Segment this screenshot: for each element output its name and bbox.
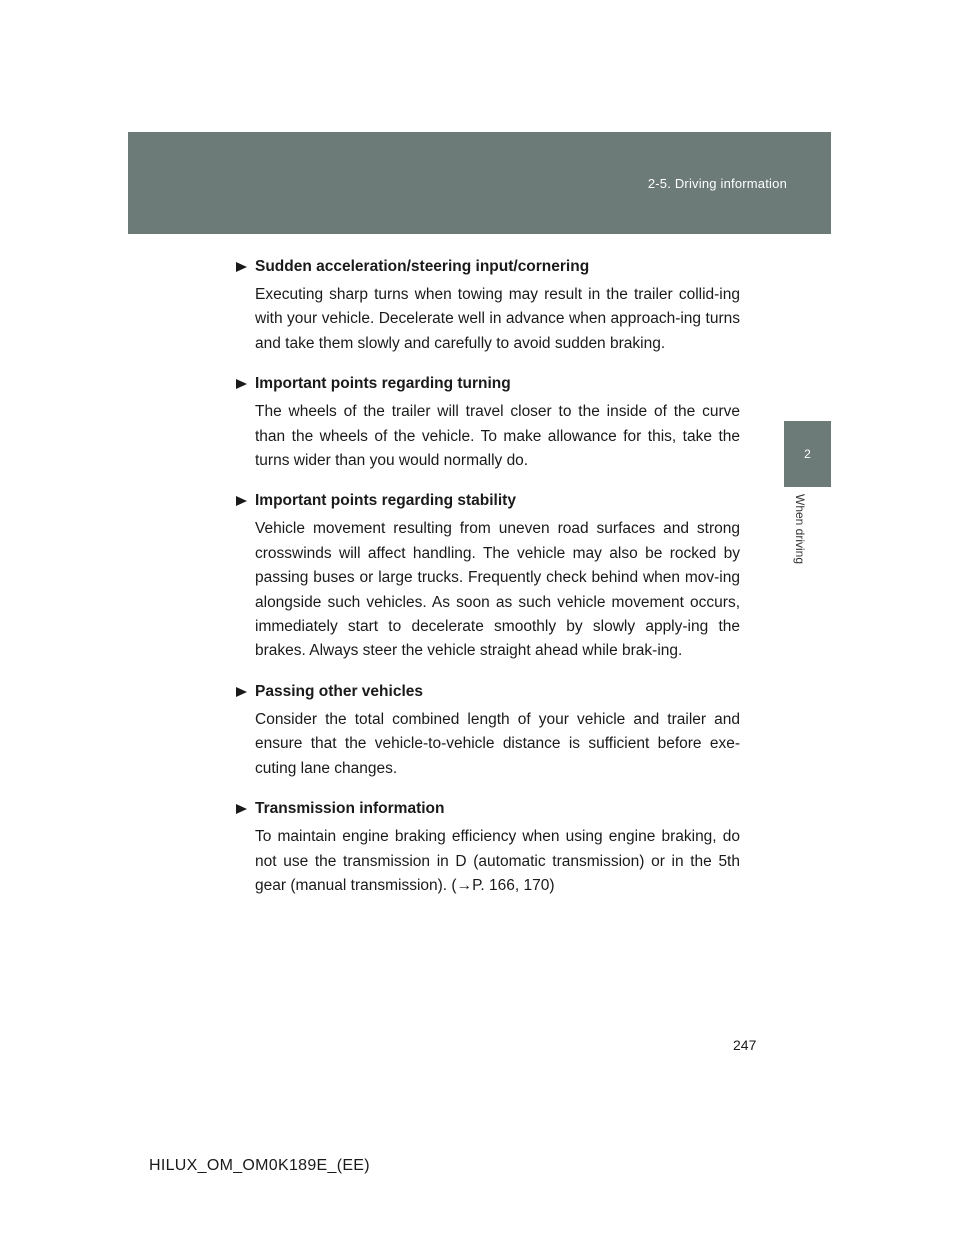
topic-heading-text: Sudden acceleration/steering input/cornering <box>255 258 590 275</box>
topic-heading-text: Passing other vehicles <box>255 682 423 700</box>
document-code: HILUX_OM_OM0K189E_(EE) <box>149 1157 370 1174</box>
chapter-tab <box>784 421 831 487</box>
topic-heading-text: Important points regarding turning <box>255 375 511 393</box>
section-title: 2-5. Driving information <box>647 176 787 191</box>
topic-stability <box>236 489 740 663</box>
topic-heading-text: Important points regarding stability <box>255 492 516 510</box>
topic-heading <box>236 489 740 513</box>
topic-body: Vehicle movement resulting from uneven road surfaces and strong crosswinds will affect handling. The vehicle may also be rocked by passing buses or large trucks. Frequently check behind when mov-ing alongside such vehicles. As soon as such vehicle movement occurs, immediately start to decelerate smoothly by slowly apply-ing the brakes. Always steer the vehicle straight ahead while brak-ing. <box>255 520 740 660</box>
topic-turning <box>236 372 740 473</box>
chapter-number: 2 <box>804 447 811 461</box>
topic-body: The wheels of the trailer will travel closer to the inside of the curve than the wheels of the vehicle. To make allowance for this, take the turns wider than you would normally do. <box>255 403 740 470</box>
triangle-bullet-icon <box>236 687 247 697</box>
page-number: 247 <box>733 1037 757 1053</box>
topic-body: To maintain engine braking efficiency when using engine braking, do not use the transmission in D (automatic transmission) or in the 5th gear (manual transmission). (→P. 166, 170) <box>255 828 740 894</box>
topic-body: Executing sharp turns when towing may result in the trailer collid-ing with your vehicle. Decelerate well in advance when approach-ing turns and take them slowly and carefully to avoid sudden braking. <box>255 286 740 352</box>
triangle-bullet-icon <box>236 379 247 389</box>
header-bar <box>128 132 831 234</box>
topic-heading <box>236 797 740 821</box>
topic-heading <box>236 680 740 704</box>
triangle-bullet-icon <box>236 262 247 272</box>
triangle-bullet-icon <box>236 496 247 506</box>
topic-passing <box>236 680 740 781</box>
topic-body: Consider the total combined length of your vehicle and trailer and ensure that the vehicle-to-vehicle distance is sufficient before exe-cuting lane changes. <box>255 710 740 777</box>
topic-heading <box>236 255 740 279</box>
main-content <box>236 255 740 914</box>
chapter-label: When driving <box>793 494 807 565</box>
topic-sudden-acceleration <box>236 255 740 356</box>
triangle-bullet-icon <box>236 804 247 814</box>
topic-heading-text: Transmission information <box>255 800 445 818</box>
topic-heading <box>236 372 740 396</box>
topic-transmission <box>236 797 740 898</box>
